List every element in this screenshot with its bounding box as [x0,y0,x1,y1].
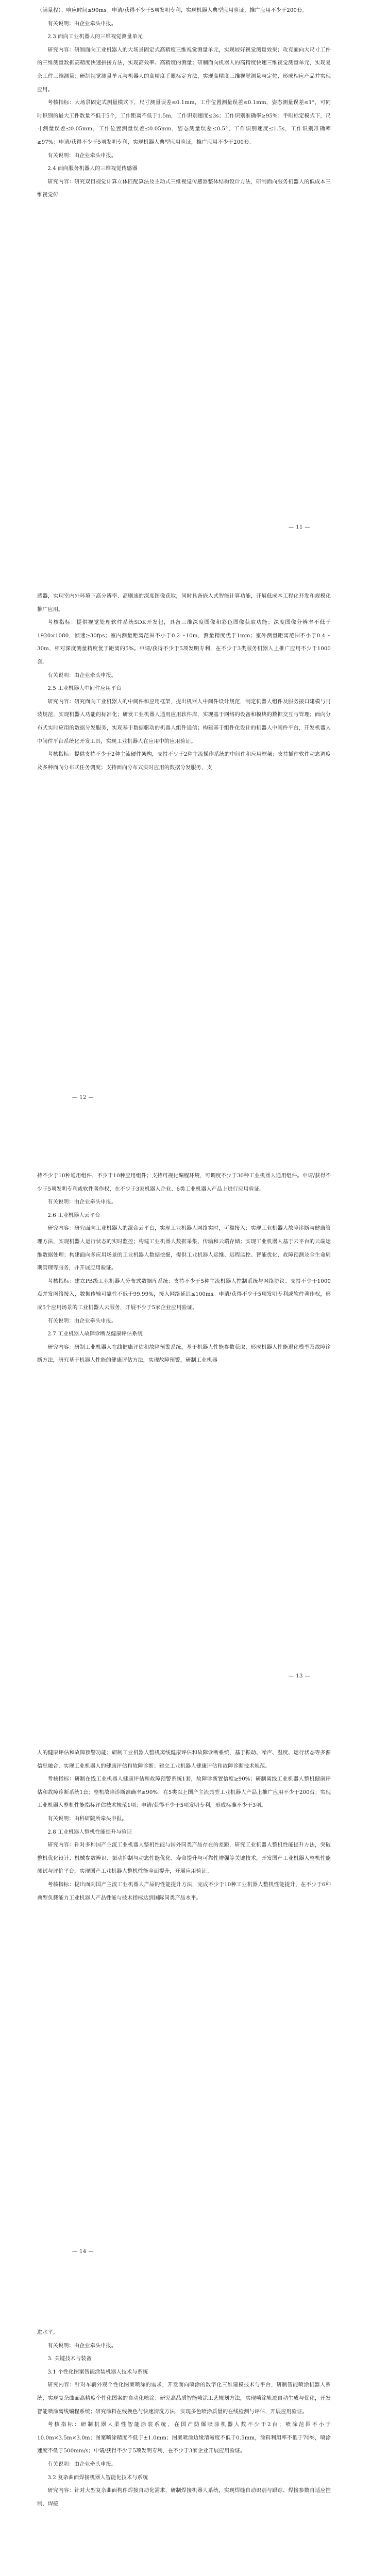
paragraph: 研究内容：研究面向工业机器人的中间件和应用框架，提出机器人中间件设计规范，制定机器人组件及服务接口建模与封装规范，实现机器人功能的标准化；研发工业机器人通用应用软件库，实现基于网络的设备和模块的数据交互与管理；面向分布式实时应用的数据分发服务，实现基于数据驱动的机器人组件通信；构建基于组件化设计的机器人中间件平台，开发机器人中间件平台系统化开发工具，实现工业机器人在应用中的应用验证。 [37,699,331,744]
paragraph: 有关说明：由企业牵头申报。 [47,152,117,159]
paragraph: 有关说明：由企业牵头申报。 [47,1318,117,1324]
paragraph: 研究内容：针对大型复杂曲面构件焊接自动化需求，研制焊接机器人系统，实现焊缝自动识别与跟踪、焊接参数自适应控制、焊接 [37,2488,331,2507]
paragraph: 研究内容：研制工业机器人在线健康评估和故障预警系统，基于机器人性能参数获取，形成机器人性能退化模型及故障诊断方法，研究基于机器人性能的健康评估方法，实现故障预警，研制工业机器 [37,1344,331,1364]
paragraph: 考核指标：建立PB级工业机器人分布式数据库系统；支持不少于5种主流机器人控制系统与网络协议、支持不少于1000点并发网络接入，数据传输可靠性不低于99.99%，接入网络延迟≤100ms。申请/获得不少于5项发明专利或软件著作权，形成5个应用场景的工业机器人云服务，开展不少于5家企业应用验证。 [37,1278,331,1311]
section-heading: 2.4 面向服务机器人的三维视觉传感器 [47,166,138,172]
paragraph: 感器，实现室内外环境下高分辨率、高刷速的深度图像获取，同时具备嵌入式智能计算功能，开展低成本工程化开发和规模化推广应用。 [37,594,331,613]
page-11-body [37,4,331,202]
section-heading: 2.5 工业机器人中间件应用平台 [47,686,122,692]
page-number: — 11 — [288,524,310,530]
paragraph: 考核指标：提出面向国产主流工业机器人产品的性能提升方法，完成不少于10种工业机器人整机性能提升，在不少于6种典型负载能力工业机器人产品性能与技术指标达到国际同类产品水平。 [37,1882,331,1901]
document-page-14 [0,1731,371,2277]
paragraph: 有关说明：由企业牵头申报。 [47,1199,117,1206]
document-page-13 [0,1154,371,1700]
paragraph: 有关说明：由科研院所牵头申报。 [47,1816,127,1822]
paragraph: 持不少于10种通用组件，不少于10种应用组件；支持可视化编程环境，可调度不少于30种工业机器人通用组件。申请/获得不少于5项发明专利或软件著作权，在不少于3家机器人企业、6类工业机器人产品上进行应用验证。 [37,1173,331,1192]
page-15-body [37,2326,331,2511]
document-page-11 [0,0,371,546]
paragraph: 研究内容：研究面向工业机器人的混合云平台，实现工业机器人网络实时，可靠接入；实现工业机器人故障诊断与健康管理方法，实现机器人运行状态的实时监控；构建工业机器人数据采集、传输和云端存储；实现工业机器人基于云平台的云端运维数据处理；构建面向多应用场景的工业机器人数据挖掘，提供工业机器人运维、远程监控、智能优化、故障预测及全生命周期管理等服务，并开展应用验证。 [37,1226,331,1272]
paragraph: 有关说明：由企业牵头申报。 [47,2343,117,2349]
paragraph: 考核指标：提供视觉处理软件系统SDK开发包，具备三维深度图像和彩色图像获取功能；深度图像分辨率不低于1920×1080，帧速≥30fps；室内测量距离范围不小于0.2～10m，测量精度优于1mm；室外测量距离范围不小于0.4～30m，相对深度测量精度优于距离的5%。申请/获得不少于5项发明专利，在不少于3类服务机器人上推广应用不少于1000套。 [37,620,331,665]
section-heading: 2.7 工业机器人故障诊断及健康评估系统 [47,1331,143,1337]
section-heading: 2.3 面向工业机器人的三维视觉测量单元 [47,34,143,40]
paragraph: 进水平。 [37,2330,59,2335]
paragraph: 有关说明：由企业牵头申报。 [47,21,117,27]
page-13-body [37,1170,331,1367]
document-page-12 [0,574,371,1121]
paragraph: 考核指标：研制在线工业机器人健康评估和故障预警系统1套，故障诊断置信度≥90%；研制离线工业机器人整机健康评估和故障诊断系统1套；整机故障诊断准确率≥90%；在5类以上国产主流典型工业机器人产品上推广应用不少于200台；实现工业机器人整机性能指标评估技术规范1项；申请/获得不少于5项发明专利，形成标准不少于3项。 [37,1776,331,1809]
paragraph: 考核指标：研制机器人柔性智能涂装系统，在国产防爆喷涂机器人数不少于2台；喷涂范围不小于10.0m×3.5m×3.0m；图案喷涂精度不低于±1.0mm；图案喷涂边缘清晰度不低于0.5mm，涂料利用率不低于70%，喷涂速度不低于500mm/s；申请/获得不少于5项发明专利，在不少于3家企业开展应用验证。 [37,2422,331,2454]
section-heading: 3.1 个性化图案智能涂装机器人技术与系统 [47,2369,148,2375]
paragraph: 有关说明：由企业牵头申报。 [47,2461,117,2467]
paragraph: 考核指标：大场景固定式测量模式下，尺寸测量误差≤0.1mm，工作位置测量误差≤0.1mm，姿态测量误差≤1°，可同时识别的最大工件数量不低于5个，工作距离不低于1.5m，工作识别速度≤3s；工作识别准确率≥95%；手眼标定模式下，尺寸测量误差≤0.05mm，工作位置测量误差≤0.05mm，姿态测量误差≤0.5°，工作识别速度≤1.5s，工作识别准确率≥97%；申请/获得不少于5项发明专利，实现机器人典型应用验证，推广应用不少于200套。 [37,100,331,145]
page-number: — 12 — [72,1095,94,1100]
paragraph: 研究内容：研究双目视觉计算立体匹配算法及主动式三维视觉传感器整体结构设计方法，研制面向服务机器人的低成本三维视觉传 [37,179,331,198]
page-14-body [37,1747,331,1905]
page-number: — 14 — [72,2249,94,2255]
paragraph: （满量程）、响应时间≤90ms。申请/获得不少于5项发明专利，实现机器人典型应用验证，推广应用不少于200套。 [37,8,308,13]
paragraph: 人的健康评估和故障预警功能；研制工业机器人整机离线健康评估和故障诊断系统，基于振动、噪声、温度、运行状态等多源信息融合，实现工业机器人的健康评估和故障诊断；建立工业机器人健康评估和故障诊断技术规范。 [37,1750,331,1769]
paragraph: 考核指标：提供支持不少于2种主流硬件架构，支持不少于2种主流操作系统的中间件和应用框架；支持插件软件动态调度及多种面向分布式任务调度；支持面向分布式实时应用的数据分发服务，支 [37,752,331,771]
paragraph: 研究内容：针对多种国产主流工业机器人整机性能与国外同类产品存在的差距，研究工业机器人整机性能提升方法，突破整机优化设计、机械参数辨识、振动抑制与动态性能优化、寿命提升与可靠性增强等关键技术，开发国产工业机器人整机性能测试与评价平台，实现国产工业机器人整机性能全面提升，开展应用验证。 [37,1842,331,1875]
paragraph: 研究内容：研制面向工业机器人的大场景固定式高精度三维视觉测量单元，实现较好视觉测量效果；攻克面向大尺寸工件的三维测量数据高精度快速拼接方法，实现高效率、高精度的测量；研制面向机器人的高精度快速三维视觉测量单元，实现复杂工件三维测量；研制视觉测量单元与机器人的高精度手眼标定方法，实现高精度三维视觉测量与定位，形成相应产品并实现应用。 [37,47,331,93]
page-number: — 13 — [288,1673,310,1679]
section-heading: 2.8 工业机器人整机性能提升与验证 [47,1829,132,1835]
section-heading: 3. 关键技术与装备 [47,2356,92,2362]
section-heading: 3.2 复杂曲面焊接机器人智能化技术与系统 [47,2475,148,2481]
page-12-body [37,590,331,774]
document-page-15 [0,2311,371,2576]
section-heading: 2.6 工业机器人云平台 [47,1212,100,1218]
paragraph: 研究内容：针对车辆外观个性化图案喷涂的需求，开发面向喷涂的数字化三维建模技术与平台，研制智能喷涂机器人系统，实现复杂曲面高精度个性化图案的自动化喷涂；研究高品质智能喷涂工艺规划方法，实现喷涂轨迹自动生成与优化，开发智能喷涂离线编程系统；研究涂料在线换色与快速清洗方法，实现多色喷涂质量的在线检测与评估，开展应用验证。 [37,2382,331,2415]
paragraph: 有关说明：由企业牵头申报。 [47,672,117,679]
